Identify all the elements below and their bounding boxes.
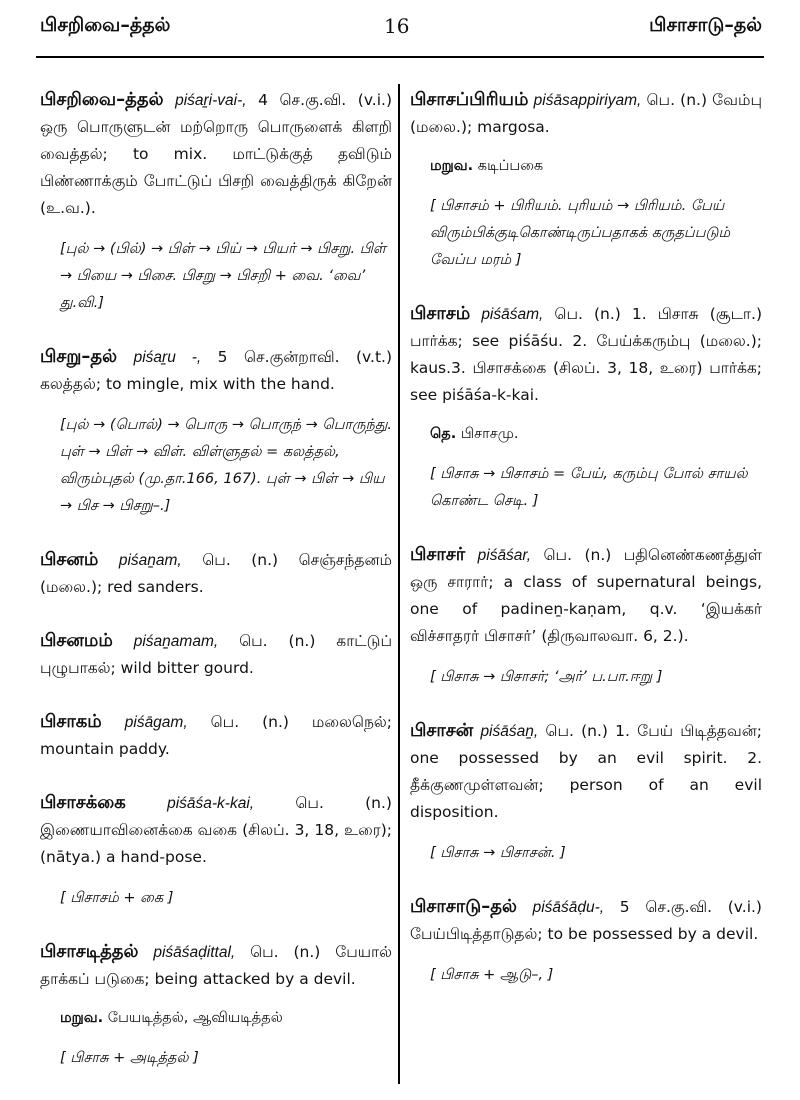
synonym-label: மறுவ. (430, 158, 474, 174)
definition: பெ. (n.) 1. பிசாசு (சூடா.) பார்க்க; see piśāśu. 2. பேய்க்கரும்பு (மலை.); kaus.3. பிசாசக்கை (சிலப். 3, 18, உரை) பார்க்க; see piśāśa-k-kai. (410, 305, 762, 404)
dictionary-entry (40, 708, 392, 763)
dictionary-entry (40, 546, 392, 601)
cognates (430, 421, 762, 447)
synonym-text: கடிப்பகை (473, 158, 544, 174)
cognate-label: தெ. (430, 426, 457, 442)
dictionary-entry (40, 343, 392, 520)
etymology: [ பிசாசு + ஆடு–, ] (430, 967, 554, 983)
transliteration: piśāśar, (477, 547, 532, 564)
left-column (40, 86, 392, 1098)
definition: 5 செ.கு.வி. (v.i.) பேய்பிடித்தாடுதல்; to be possessed by a devil. (410, 898, 762, 943)
headword: பிசாகம் (40, 711, 102, 732)
transliteration: piśāśaḍittal, (153, 944, 236, 961)
transliteration: piśāśāḍu-, (532, 899, 605, 916)
etymology: [ பிசாசம் + கை ] (60, 890, 174, 906)
page-number: 16 (384, 14, 410, 38)
etymology: [புல் → (பில்) → பிள் → பிய் → பியர் → பிசறு. பிள் → பியை → பிசை. பிசறு → பிசறி + வை. ‘வை’ து.வி.] (60, 241, 387, 311)
definition: 4 செ.கு.வி. (v.i.) ஒரு பொருளுடன் மற்றொரு பொருளைக் கிளறி வைத்தல்; to mix. மாட்டுக்குத் தவிடும் பிண்ணாக்கும் போட்டுப் பிசறி வைத்திருக் கிறேன் (உ.வ.). (40, 91, 392, 217)
transliteration: piśaṟu -, (133, 349, 202, 366)
page-header (0, 0, 800, 56)
definition: பெ. (n.) காட்டுப் புழுபாகல்; wild bitter gourd. (40, 632, 392, 677)
synonym-text: பேயடித்தல், ஆவியடித்தல் (103, 1010, 283, 1026)
headword: பிசாசக்கை (40, 792, 126, 813)
transliteration: piśaṉamam, (133, 633, 219, 650)
definition: பெ. (n.) வேம்பு (மலை.); margosa. (410, 91, 763, 136)
headword: பிசனம் (40, 549, 99, 570)
synonym-label: மறுவ. (60, 1010, 104, 1026)
dictionary-entry (410, 300, 762, 515)
headword: பிசாசடித்தல் (40, 941, 139, 962)
column-divider (398, 84, 400, 1084)
right-column (410, 86, 762, 1015)
cognate-text: பிசாசமு. (456, 426, 519, 442)
header-first-word: பிசறிவை–த்தல் (40, 14, 171, 36)
headword: பிசாசப்பிரியம் (410, 89, 529, 110)
transliteration: piśāśa-k-kai, (167, 795, 255, 812)
dictionary-entry (40, 938, 392, 1072)
definition: பெ. (n.) பேயால் தாக்கப் படுகை; being attacked by a devil. (40, 943, 392, 988)
transliteration: piśāśam, (481, 306, 544, 323)
transliteration: piśāśaṉ, (480, 723, 539, 740)
dictionary-entry (40, 627, 392, 682)
definition: 5 செ.குன்றாவி. (v.t.) கலத்தல்; to mingle, mix with the hand. (40, 348, 392, 393)
transliteration: piśāgam, (124, 714, 188, 731)
headword: பிசாசன் (410, 720, 474, 741)
definition: பெ. (n.) 1. பேய் பிடித்தவன்; one possessed by an evil spirit. 2. தீக்குணமுள்ளவன்; person of an evil disposition. (410, 722, 762, 821)
definition: பெ. (n.) பதினெண்கணத்துள் ஒரு சாரார்; a class of supernatural beings, one of padineṉ-kaṇam, q.v. ‘இயக்கர் விச்சாதரர் பிசாசர்’ (திருவாலவா. 6, 2.). (410, 546, 762, 645)
dictionary-entry (410, 541, 762, 691)
etymology: [ பிசாசு → பிசாசன். ] (430, 845, 566, 861)
synonyms (430, 153, 762, 179)
headword: பிசாசர் (410, 544, 466, 565)
dictionary-entry (410, 86, 762, 274)
dictionary-entry (40, 789, 392, 912)
headword: பிசாசம் (410, 303, 471, 324)
etymology: [ பிசாசம் + பிரியம். புரியம் → பிரியம். பேய் விரும்பிக்குடிகொண்டிருப்பதாகக் கருதப்படும் வேப்ப மரம் ] (430, 198, 731, 268)
header-rule (36, 56, 764, 58)
headword: பிசறு–தல் (40, 346, 118, 367)
etymology: [ பிசாசு → பிசாசர்; ‘அர்’ ப.பா.ஈறு ] (430, 669, 663, 685)
synonyms (60, 1005, 392, 1031)
transliteration: piśāsappiriyam, (533, 92, 642, 109)
transliteration: piśaṉam, (118, 552, 182, 569)
transliteration: piśaṟi-vai-, (175, 92, 247, 109)
etymology: [ பிசாசு + அடித்தல் ] (60, 1050, 199, 1066)
headword: பிசாசாடு–தல் (410, 896, 517, 917)
etymology: [ பிசாசு → பிசாசம் = பேய், கரும்பு போல் சாயல் கொண்ட செடி. ] (430, 466, 748, 509)
dictionary-entry (410, 893, 762, 989)
headword: பிசனமம் (40, 630, 113, 651)
dictionary-entry (410, 717, 762, 867)
definition: பெ. (n.) செஞ்சந்தனம் (மலை.); red sanders. (40, 551, 392, 596)
dictionary-entry (40, 86, 392, 317)
definition: பெ. (n.) இணையாவினைக்கை வகை (சிலப். 3, 18, உரை); (nātya.) a hand-pose. (40, 794, 392, 866)
definition: பெ. (n.) மலைநெல்; mountain paddy. (40, 713, 392, 758)
header-last-word: பிசாசாடு–தல் (649, 14, 762, 36)
headword: பிசறிவை–த்தல் (40, 89, 164, 110)
etymology: [புல் → (பொல்) → பொரு → பொருந் → பொருந்து. புள் → பிள் → விள். விள்ளுதல் = கலத்தல், விரும்புதல் (மு.தா.166, 167). புள் → பிள் → பிய → பிச → பிசறு–.] (60, 417, 393, 514)
